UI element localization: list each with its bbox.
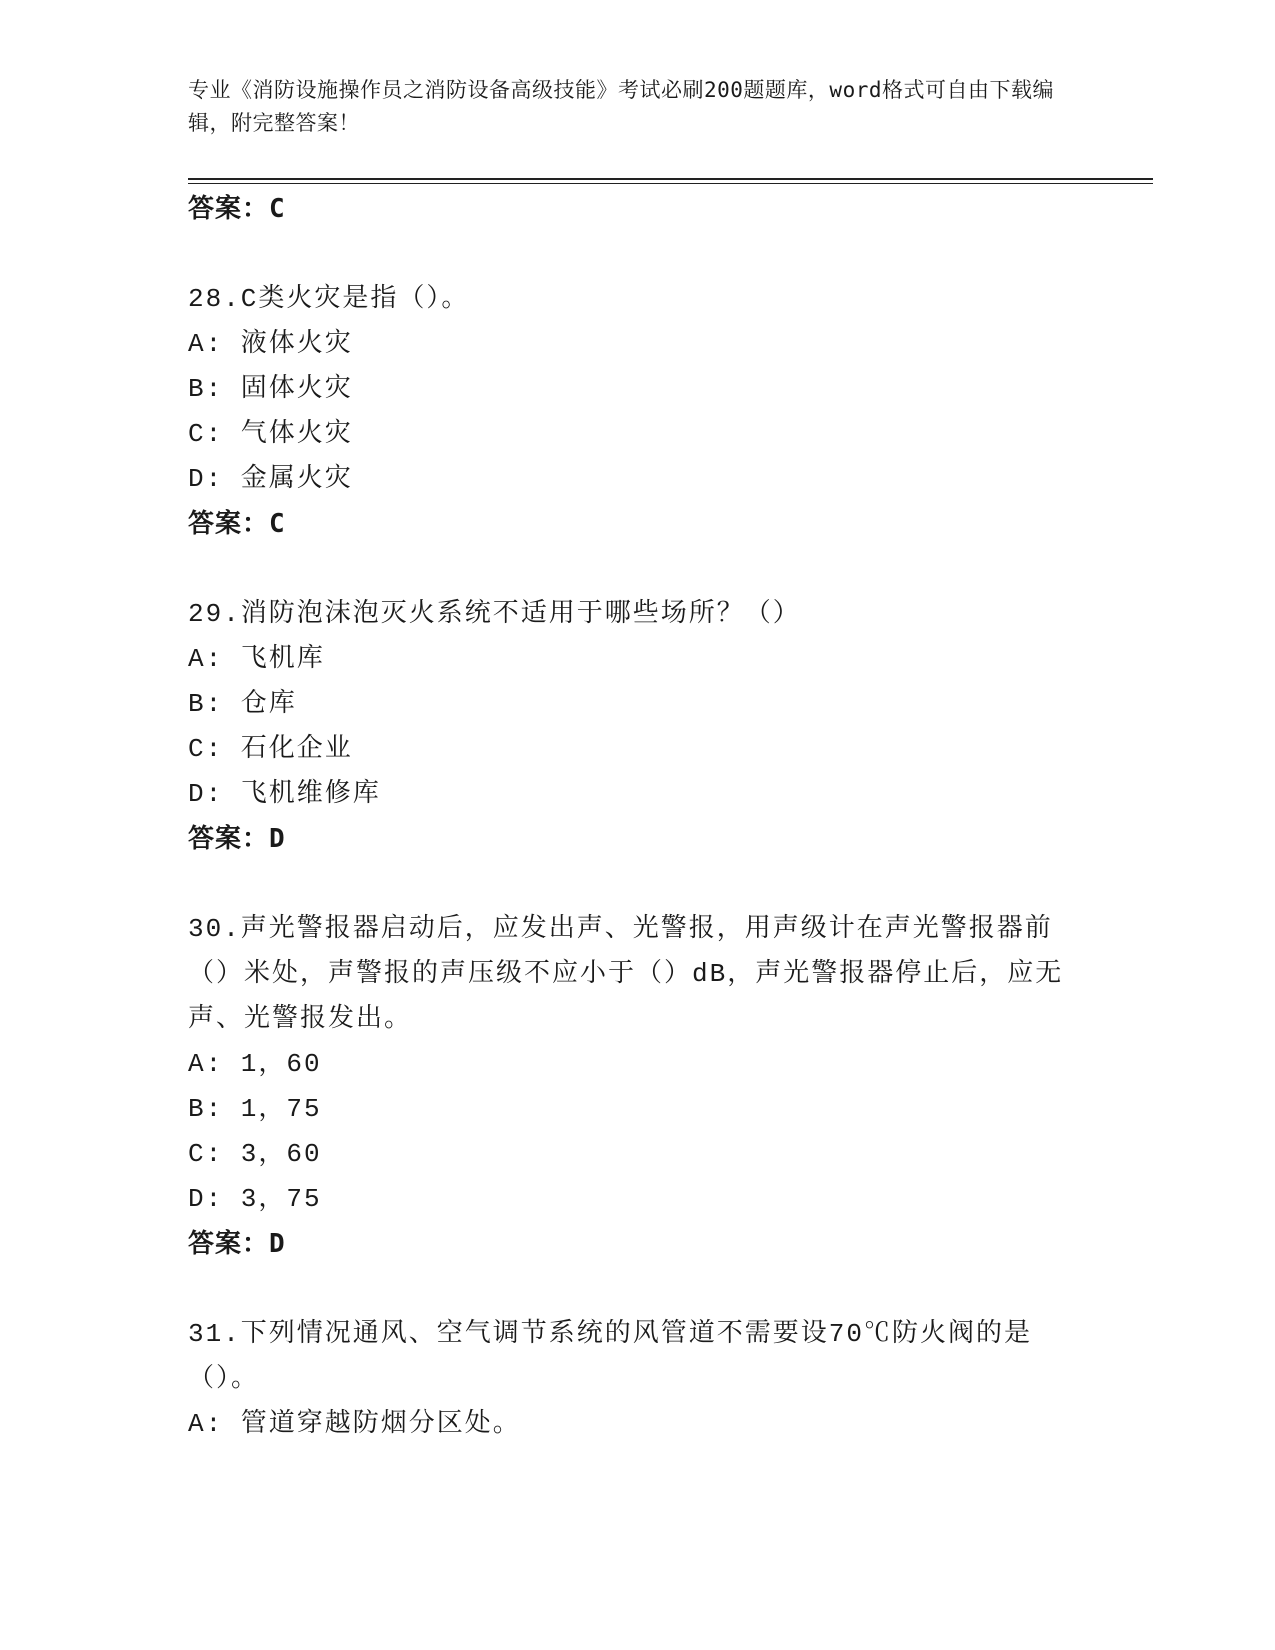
question-28 [188, 277, 1068, 547]
question-31 [188, 1312, 1068, 1447]
question-stem: 29.消防泡沫泡灭火系统不适用于哪些场所？（） [188, 599, 801, 629]
answer: 答案：C [188, 509, 286, 539]
question-stem: 30.声光警报器启动后，应发出声、光警报，用声级计在声光警报器前（）米处，声警报的声压级不应小于（）dB，声光警报器停止后，应无声、光警报发出。 [188, 914, 1064, 1034]
question-29 [188, 592, 1068, 862]
question-30 [188, 907, 1068, 1267]
question-stem: 28.C类火灾是指（）。 [188, 284, 470, 314]
option-d: D: 金属火灾 [188, 464, 353, 494]
option-b: B: 仓库 [188, 689, 297, 719]
header-divider-thick [188, 178, 1153, 180]
option-a: A: 飞机库 [188, 644, 325, 674]
option-a: A: 管道穿越防烟分区处。 [188, 1409, 521, 1439]
option-c: C: 石化企业 [188, 734, 353, 764]
header-divider-thin [188, 183, 1153, 184]
option-c: C: 气体火灾 [188, 419, 353, 449]
option-c: C: 3，60 [188, 1139, 322, 1169]
option-b: B: 1，75 [188, 1094, 322, 1124]
option-b: B: 固体火灾 [188, 374, 353, 404]
answer-27: 答案：C [188, 194, 286, 224]
document-content [188, 187, 1068, 1447]
option-d: D: 3，75 [188, 1184, 322, 1214]
option-d: D: 飞机维修库 [188, 779, 381, 809]
answer: 答案：D [188, 1229, 286, 1259]
option-a: A: 1，60 [188, 1049, 322, 1079]
document-header: 专业《消防设施操作员之消防设备高级技能》考试必刷200题题库，word格式可自由下载编辑，附完整答案！ [188, 78, 1054, 135]
question-stem: 31.下列情况通风、空气调节系统的风管道不需要设70℃防火阀的是（）。 [188, 1319, 1033, 1394]
spacer [188, 1267, 1068, 1312]
spacer [188, 232, 1068, 277]
option-a: A: 液体火灾 [188, 329, 353, 359]
spacer [188, 547, 1068, 592]
spacer [188, 862, 1068, 907]
answer: 答案：D [188, 824, 286, 854]
